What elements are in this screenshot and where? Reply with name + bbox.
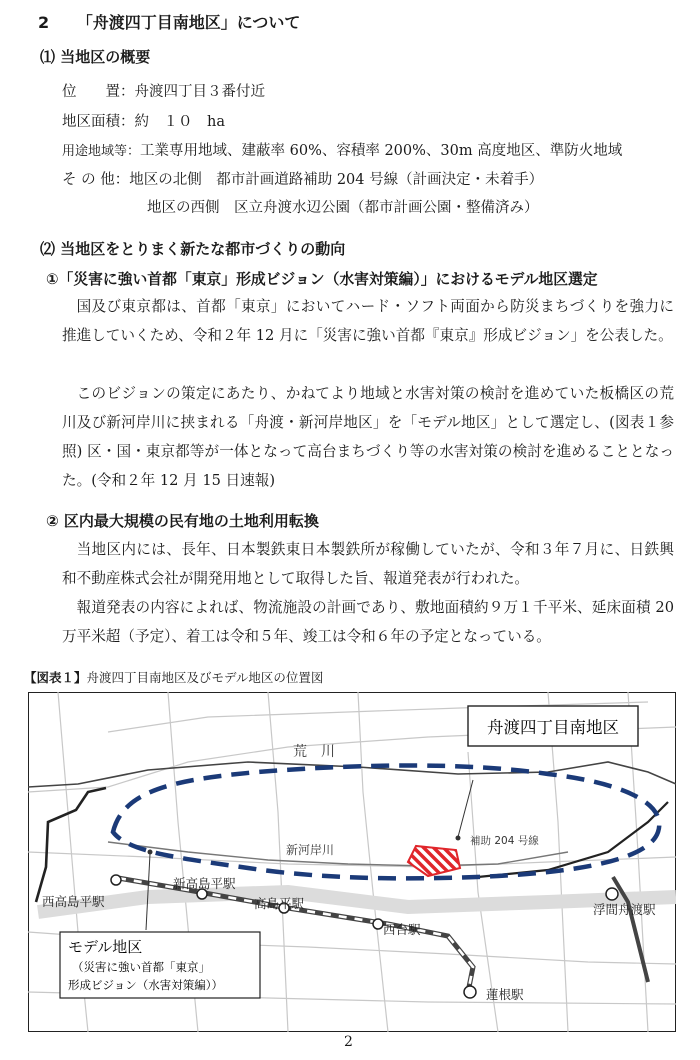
- figure-caption: [24, 668, 323, 686]
- station-takashimadaira: 高島平駅: [254, 896, 305, 911]
- row-value: 地区の北側 都市計画道路補助 204 号線（計画決定・未着手）: [129, 172, 544, 188]
- station-marker: [111, 875, 121, 885]
- item-2-heading: ② 区内最大規模の民有地の土地利用転換: [46, 512, 319, 530]
- section-title: 「舟渡四丁目南地区」について: [76, 13, 301, 32]
- row-label: 地区面積：: [62, 114, 135, 130]
- overview-row-area: [62, 110, 225, 131]
- overview-row-other: [62, 168, 543, 189]
- item-2-paragraph-1: 当地区内には、長年、日本製鉄東日本製鉄所が稼働していたが、令和３年７月に、日鉄興和不動産株式会社が開発用地として取得した旨、報道発表が行われた。: [62, 541, 674, 587]
- item-1-paragraph-1: 国及び東京都は、首都「東京」においてハード・ソフト両面から防災まちづくりを強力に推進していくため、令和２年 12 月に「災害に強い首都『東京』形成ビジョン」を公表した。: [62, 298, 674, 344]
- overview-row-zoning: [62, 139, 622, 160]
- item-1-heading: ①「災害に強い首都「東京」形成ビジョン（水害対策編）」におけるモデル地区選定: [46, 271, 598, 288]
- callout-label: 舟渡四丁目南地区: [487, 718, 619, 737]
- row-label: 用途地域等：: [62, 144, 141, 159]
- item-2-paragraph-2: 報道発表の内容によれば、物流施設の計画であり、敷地面積約９万１千平米、延床面積 20 万平米超（予定）、着工は令和５年、竣工は令和６年の予定となっている。: [62, 599, 674, 645]
- figure-label: 【図表１】: [24, 670, 87, 685]
- overview-row-location: [62, 80, 265, 101]
- location-map: [28, 692, 676, 1032]
- station-nishitakashimadaira: 西高島平駅: [42, 894, 105, 909]
- callout-dot: [456, 836, 461, 841]
- model-district-line2: 形成ビジョン（水害対策編））: [68, 978, 224, 992]
- subsection-2-heading: ⑵ 当地区をとりまく新たな都市づくりの動向: [40, 240, 346, 258]
- station-hasune: 蓮根駅: [486, 987, 524, 1002]
- station-shintakashimadaira: 新高島平駅: [173, 876, 236, 891]
- row-label: そ の 他：: [62, 172, 130, 188]
- shingashi-label: 新河岸川: [286, 843, 335, 857]
- station-nishidai: 西台駅: [383, 922, 421, 937]
- row-label: 位 置：: [62, 84, 135, 100]
- figure-title: 舟渡四丁目南地区及びモデル地区の位置図: [86, 670, 324, 685]
- item-1-paragraph-2: このビジョンの策定にあたり、かねてより地域と水害対策の検討を進めていた板橋区の荒川及び新河岸川に挟まれる「舟渡・新河岸地区」を「モデル地区」として選定し、(図表１参照) 区・国・東京都等が一体となって高台まちづくり等の水害対策の検討を進めることとなった。(令和２年 12 月 15 日速報): [62, 385, 674, 489]
- subsection-1-heading: ⑴ 当地区の概要: [40, 48, 151, 66]
- station-marker: [606, 888, 618, 900]
- overview-row-other-2: [147, 196, 539, 217]
- row-value: 地区の西側 区立舟渡水辺公園（都市計画公園・整備済み）: [147, 200, 539, 216]
- station-marker: [464, 986, 476, 998]
- section-number: 2: [38, 13, 50, 32]
- row-value: 約 １０ ha: [134, 114, 225, 130]
- row-value: 舟渡四丁目３番付近: [134, 84, 265, 100]
- model-district-title: モデル地区: [68, 938, 143, 956]
- row-value: 工業専用地域、建蔽率 60%、容積率 200%、30m 高度地区、準防火地域: [140, 143, 623, 159]
- model-leader-dot: [148, 850, 153, 855]
- station-marker: [373, 919, 383, 929]
- model-district-line1: （災害に強い首都「東京」: [72, 960, 210, 974]
- section-heading: [38, 10, 300, 33]
- page-number: 2: [344, 1034, 353, 1050]
- arakawa-label: 荒 川: [293, 744, 335, 760]
- station-ukimafunado: 浮間舟渡駅: [593, 902, 656, 917]
- road-label: 補助 204 号線: [470, 835, 539, 847]
